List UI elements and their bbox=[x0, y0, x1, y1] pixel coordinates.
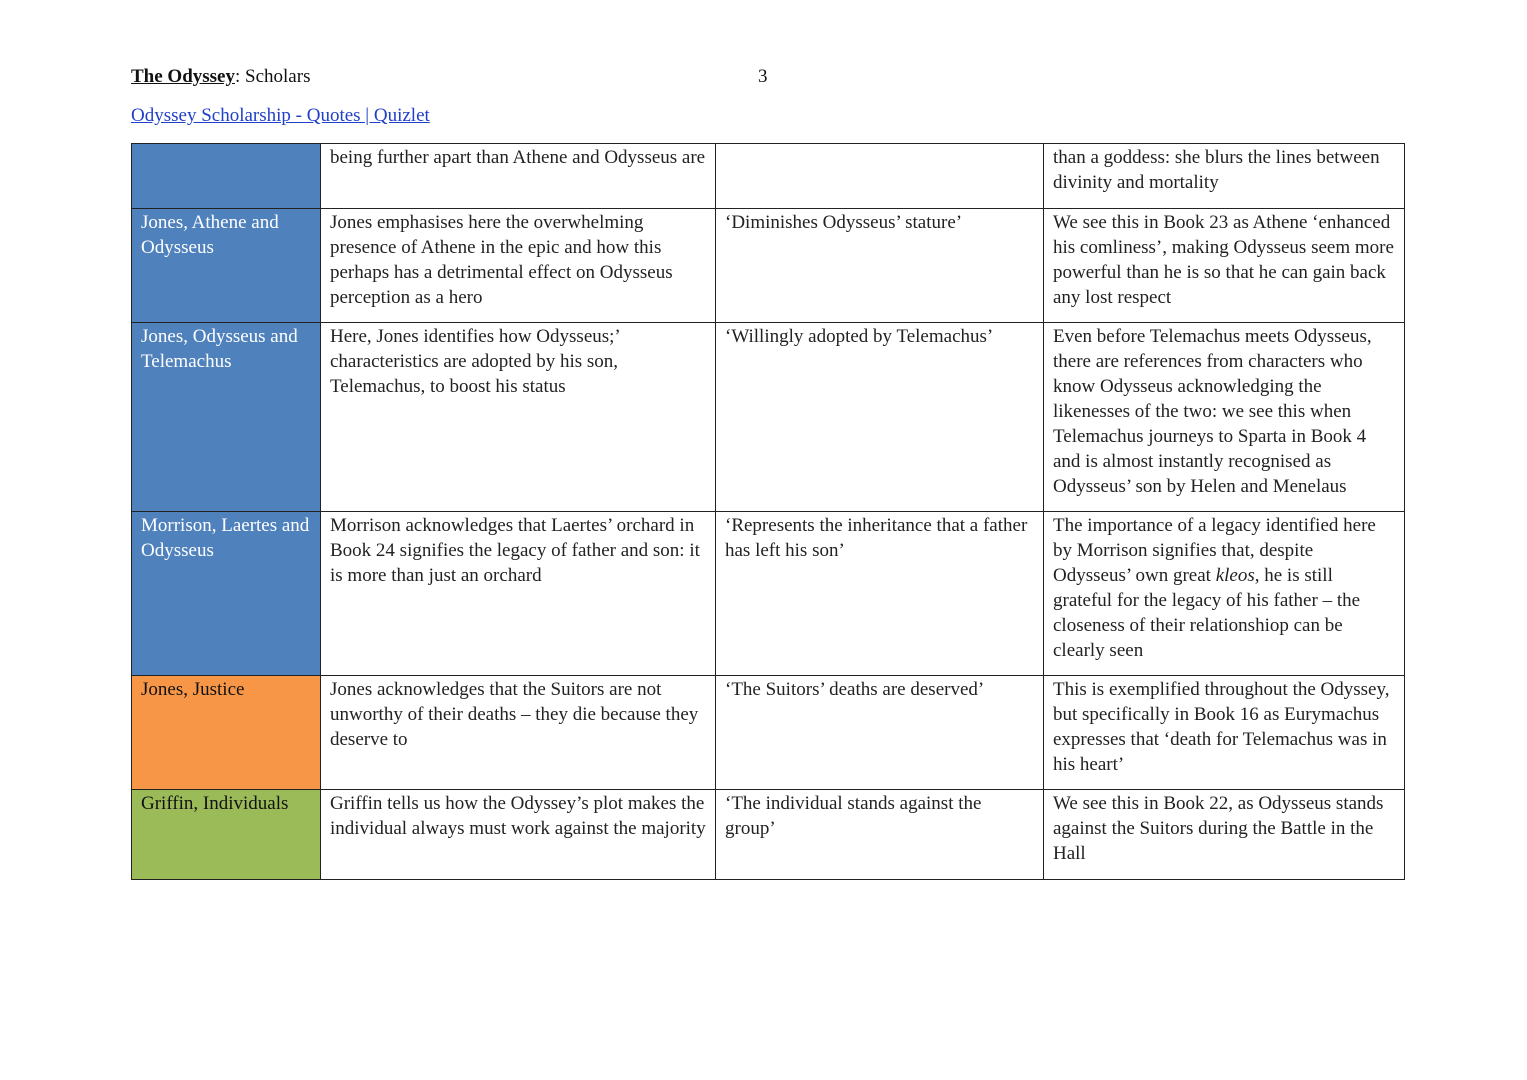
quote-cell: ‘The individual stands against the group’ bbox=[716, 790, 1044, 880]
analysis-cell bbox=[1044, 512, 1405, 676]
topic-text: Jones, Athene and Odysseus bbox=[141, 212, 279, 258]
quote-cell: ‘The Suitors’ deaths are deserved’ bbox=[716, 676, 1044, 790]
table-row bbox=[132, 144, 1405, 209]
point-cell: Jones acknowledges that the Suitors are not unworthy of their deaths – they die because they deserve to bbox=[321, 676, 716, 790]
book-title: The Odyssey bbox=[131, 66, 235, 87]
topic-cell bbox=[132, 323, 321, 512]
kleos-term: kleos bbox=[1215, 565, 1255, 586]
topic-text: Griffin, Individuals bbox=[141, 793, 289, 814]
topic-text: Morrison, Laertes and Odysseus bbox=[141, 515, 310, 561]
document-header-title bbox=[131, 65, 310, 89]
topic-cell bbox=[132, 144, 321, 209]
table-row bbox=[132, 323, 1405, 512]
page-number: 3 bbox=[758, 66, 768, 87]
point-cell: Jones emphasises here the overwhelming presence of Athene in the epic and how this perhaps has a detrimental effect on Odysseus perception as a hero bbox=[321, 209, 716, 323]
quote-cell bbox=[716, 144, 1044, 209]
scholars-table bbox=[131, 143, 1405, 880]
analysis-text: , he is still grateful for the legacy of his father – the closeness of their relationshiop can be clearly seen bbox=[1053, 565, 1361, 661]
point-cell: Griffin tells us how the Odyssey’s plot makes the individual always must work against the majority bbox=[321, 790, 716, 880]
quote-cell: ‘Willingly adopted by Telemachus’ bbox=[716, 323, 1044, 512]
topic-cell bbox=[132, 676, 321, 790]
analysis-cell: We see this in Book 22, as Odysseus stands against the Suitors during the Battle in the Hall bbox=[1044, 790, 1405, 880]
point-cell: Morrison acknowledges that Laertes’ orchard in Book 24 signifies the legacy of father and son: it is more than just an orchard bbox=[321, 512, 716, 676]
topic-cell bbox=[132, 790, 321, 880]
table-row bbox=[132, 790, 1405, 880]
topic-cell bbox=[132, 209, 321, 323]
quizlet-link[interactable]: Odyssey Scholarship - Quotes | Quizlet bbox=[131, 105, 430, 126]
quote-cell: ‘Represents the inheritance that a father has left his son’ bbox=[716, 512, 1044, 676]
analysis-text: The importance of a legacy identified here by Morrison signifies that, despite Odysseus’ own great bbox=[1053, 515, 1376, 586]
header-title-suffix: : Scholars bbox=[235, 66, 311, 87]
analysis-cell: This is exemplified throughout the Odyssey, but specifically in Book 16 as Eurymachus expresses that ‘death for Telemachus was in his heart’ bbox=[1044, 676, 1405, 790]
analysis-cell: than a goddess: she blurs the lines between divinity and mortality bbox=[1044, 144, 1405, 209]
analysis-cell: We see this in Book 23 as Athene ‘enhanced his comliness’, making Odysseus seem more powerful than he is so that he can gain back any lost respect bbox=[1044, 209, 1405, 323]
point-cell: being further apart than Athene and Odysseus are bbox=[321, 144, 716, 209]
topic-text: Jones, Justice bbox=[141, 679, 245, 700]
quote-cell: ‘Diminishes Odysseus’ stature’ bbox=[716, 209, 1044, 323]
analysis-cell: Even before Telemachus meets Odysseus, there are references from characters who know Odysseus acknowledging the likenesses of the two: we see this when Telemachus journeys to Sparta in Book 4 and is almost instantly recognised as Odysseus’ son by Helen and Menelaus bbox=[1044, 323, 1405, 512]
table-row bbox=[132, 512, 1405, 676]
topic-text: Jones, Odysseus and Telemachus bbox=[141, 326, 298, 372]
topic-cell bbox=[132, 512, 321, 676]
table-row bbox=[132, 209, 1405, 323]
table-row bbox=[132, 676, 1405, 790]
point-cell: Here, Jones identifies how Odysseus;’ characteristics are adopted by his son, Telemachus, to boost his status bbox=[321, 323, 716, 512]
